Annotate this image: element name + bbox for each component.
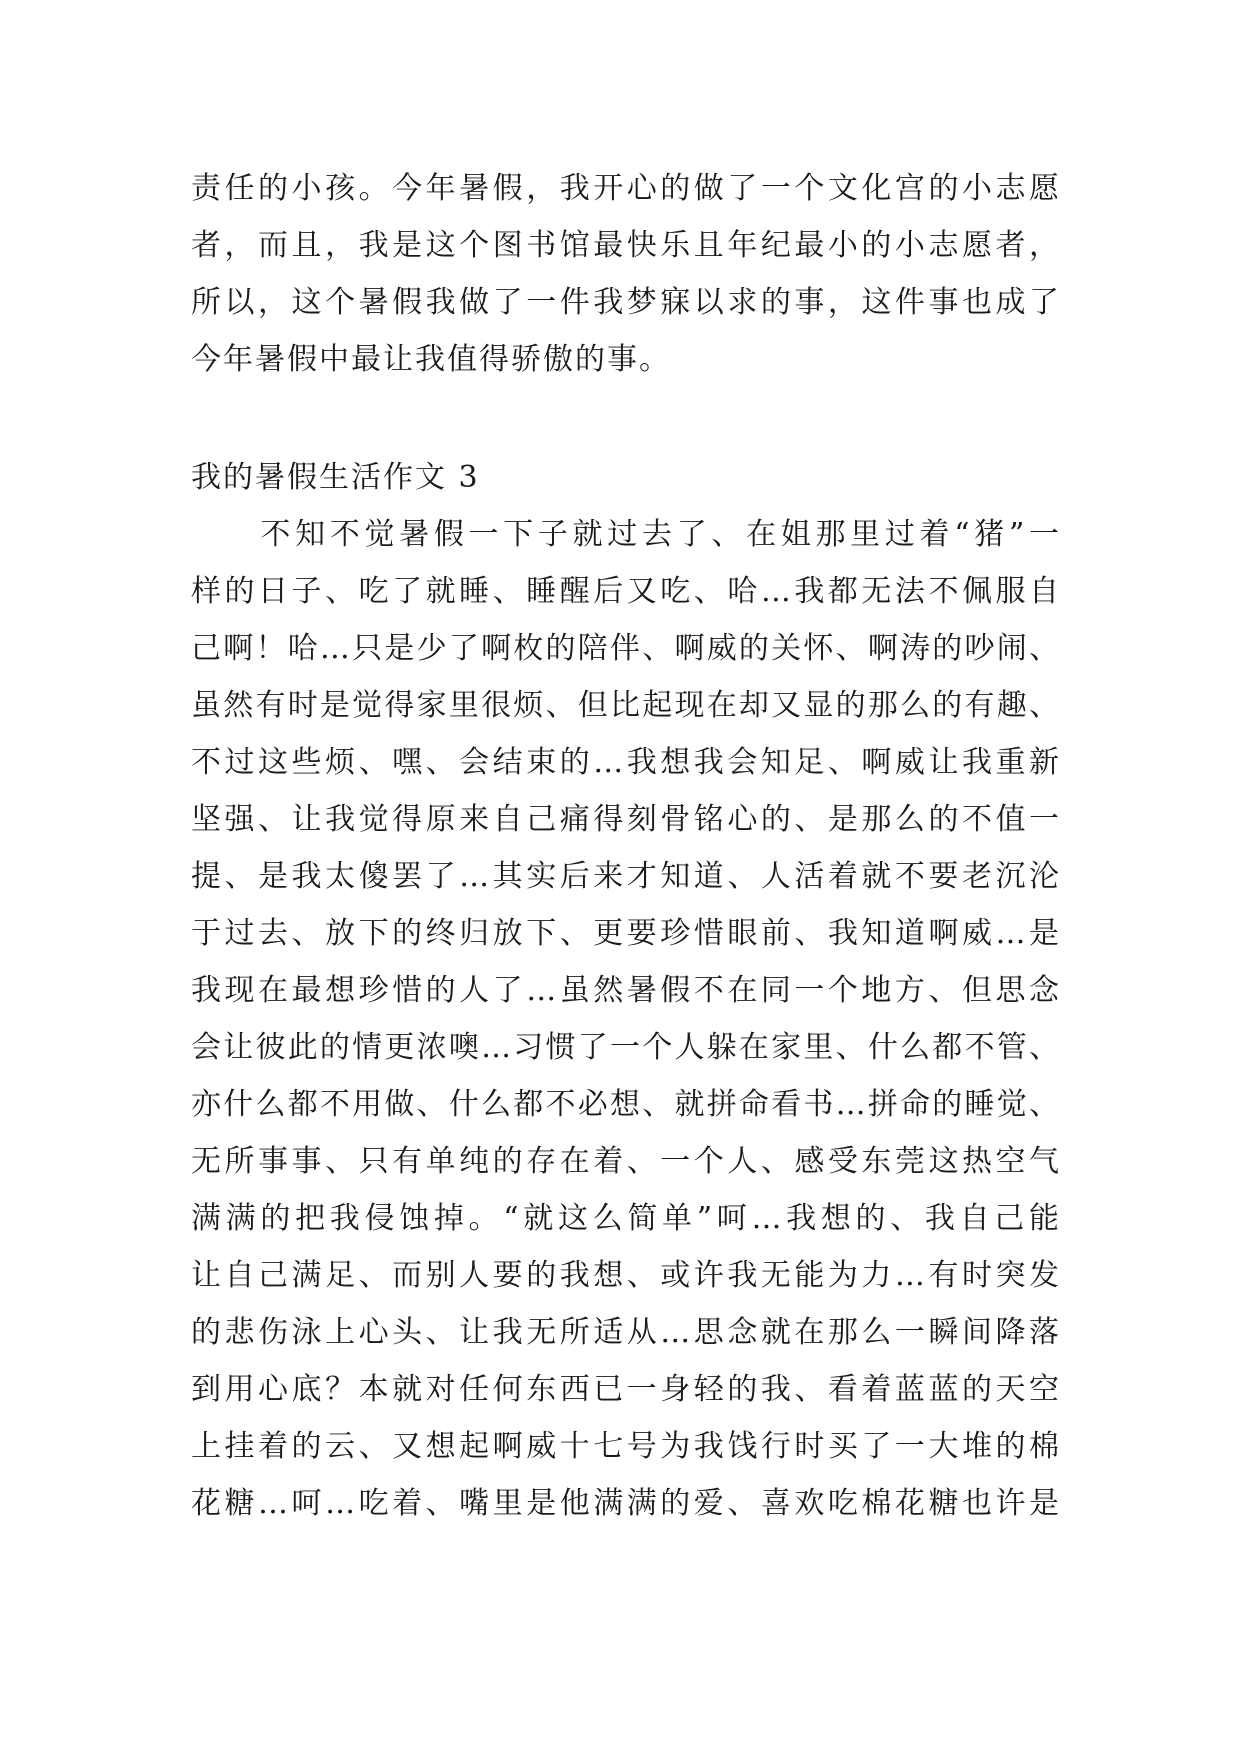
paragraph-line: 的悲伤泳上心头、让我无所适从…思念就在那么一瞬间降落 <box>191 1315 1061 1350</box>
paragraph-line: 提、是我太傻罢了…其实后来才知道、人活着就不要老沉沦 <box>191 859 1061 894</box>
paragraph-line: 不知不觉暑假一下子就过去了、在姐那里过着“猪”一 <box>191 517 1061 552</box>
paragraph-line: 上挂着的云、又想起啊威十七号为我饯行时买了一大堆的棉 <box>191 1429 1061 1464</box>
section-title: 我的暑假生活作文 3 <box>191 460 480 495</box>
paragraph-line: 我现在最想珍惜的人了…虽然暑假不在同一个地方、但思念 <box>191 973 1061 1008</box>
paragraph-line: 者，而且，我是这个图书馆最快乐且年纪最小的小志愿者， <box>191 228 1061 263</box>
paragraph-line: 所以，这个暑假我做了一件我梦寐以求的事，这件事也成了 <box>191 285 1061 320</box>
paragraph-line: 让自己满足、而别人要的我想、或许我无能为力…有时突发 <box>191 1258 1061 1293</box>
paragraph-line: 会让彼此的情更浓噢…习惯了一个人躲在家里、什么都不管、 <box>191 1030 1061 1065</box>
paragraph-line: 坚强、让我觉得原来自己痛得刻骨铭心的、是那么的不值一 <box>191 802 1061 837</box>
paragraph-line: 于过去、放下的终归放下、更要珍惜眼前、我知道啊威…是 <box>191 916 1061 951</box>
paragraph-line: 样的日子、吃了就睡、睡醒后又吃、哈…我都无法不佩服自 <box>191 574 1061 609</box>
paragraph-line: 到用心底？本就对任何东西已一身轻的我、看着蓝蓝的天空 <box>191 1372 1061 1407</box>
paragraph-line: 己啊！哈…只是少了啊枚的陪伴、啊威的关怀、啊涛的吵闹、 <box>191 631 1061 666</box>
paragraph-line: 不过这些烦、嘿、会结束的…我想我会知足、啊威让我重新 <box>191 745 1061 780</box>
paragraph-line: 无所事事、只有单纯的存在着、一个人、感受东莞这热空气 <box>191 1144 1061 1179</box>
paragraph-line: 今年暑假中最让我值得骄傲的事。 <box>191 342 671 377</box>
paragraph-line: 虽然有时是觉得家里很烦、但比起现在却又显的那么的有趣、 <box>191 688 1061 723</box>
continuation-paragraph <box>191 160 1061 388</box>
paragraph-line: 花糖…呵…吃着、嘴里是他满满的爱、喜欢吃棉花糖也许是 <box>191 1486 1061 1521</box>
essay-paragraph <box>191 506 1061 1532</box>
paragraph-line: 责任的小孩。今年暑假，我开心的做了一个文化宫的小志愿 <box>191 171 1061 206</box>
paragraph-line: 亦什么都不用做、什么都不必想、就拼命看书…拼命的睡觉、 <box>191 1087 1061 1122</box>
paragraph-line: 满满的把我侵蚀掉。“就这么简单”呵…我想的、我自己能 <box>191 1201 1061 1236</box>
